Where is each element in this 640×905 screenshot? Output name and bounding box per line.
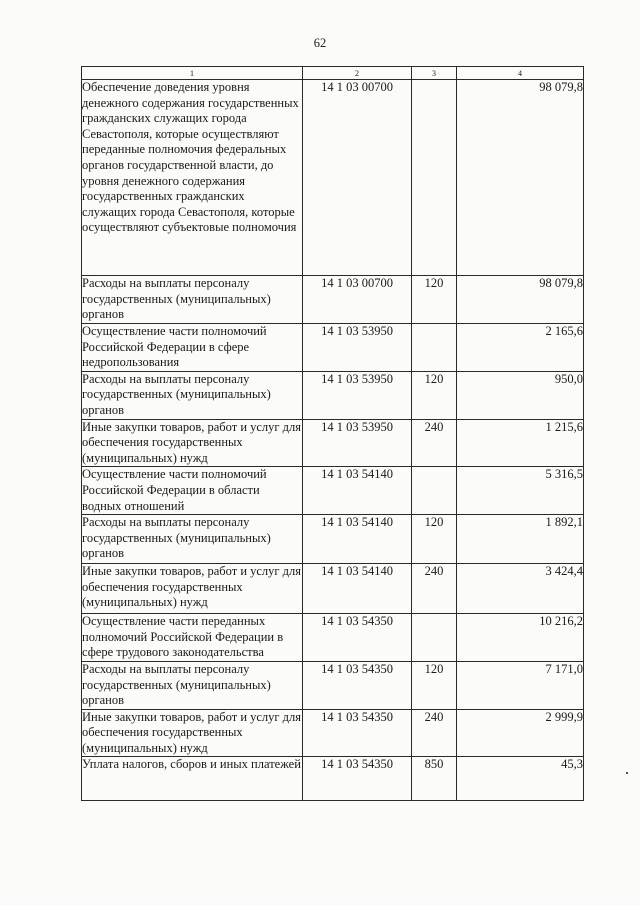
row-type-cell: 120 <box>412 371 457 419</box>
row-name-cell: Осуществление части полномочий Российской Федерации в сфере недропользования <box>82 324 303 372</box>
row-code-cell: 14 1 03 54350 <box>303 709 412 757</box>
row-type-cell <box>412 467 457 515</box>
row-type-cell <box>412 324 457 372</box>
row-type-cell <box>412 614 457 662</box>
header-col-3: 3 <box>412 67 457 80</box>
row-code-cell: 14 1 03 54350 <box>303 757 412 801</box>
table-row <box>82 80 584 276</box>
row-name-cell: Расходы на выплаты персоналу государственных (муниципальных) органов <box>82 515 303 564</box>
budget-table <box>81 66 584 801</box>
row-type-cell: 120 <box>412 276 457 324</box>
row-type-cell: 850 <box>412 757 457 801</box>
row-type-cell: 240 <box>412 419 457 467</box>
row-name-cell: Обеспечение доведения уровня денежного содержания государственных гражданских служащих города Севастополя, которые осуществляют переданные полномочия федеральных органов государственной власти, до уровня денежного содержания государственных гражданских служащих города Севастополя, которые осуществляют субъектовые полномочия <box>82 80 303 276</box>
row-name-cell: Осуществление части полномочий Российской Федерации в области водных отношений <box>82 467 303 515</box>
table-header-row <box>82 67 584 80</box>
table-row <box>82 276 584 324</box>
table-row <box>82 614 584 662</box>
table-row <box>82 515 584 564</box>
row-type-cell: 120 <box>412 515 457 564</box>
row-code-cell: 14 1 03 54140 <box>303 467 412 515</box>
header-col-4: 4 <box>457 67 584 80</box>
row-code-cell: 14 1 03 53950 <box>303 324 412 372</box>
page-number: 62 <box>313 36 327 50</box>
header-col-2: 2 <box>303 67 412 80</box>
row-code-cell: 14 1 03 54350 <box>303 614 412 662</box>
table-row <box>82 371 584 419</box>
header-col-1: 1 <box>82 67 303 80</box>
table-row <box>82 419 584 467</box>
scan-speck <box>626 772 628 774</box>
table-row <box>82 757 584 801</box>
row-code-cell: 14 1 03 53950 <box>303 419 412 467</box>
row-amount-cell: 5 316,5 <box>457 467 584 515</box>
table-row <box>82 564 584 614</box>
row-name-cell: Осуществление части переданных полномочий Российской Федерации в сфере трудового законодательства <box>82 614 303 662</box>
table-row <box>82 709 584 757</box>
row-amount-cell: 1 215,6 <box>457 419 584 467</box>
row-name-cell: Расходы на выплаты персоналу государственных (муниципальных) органов <box>82 276 303 324</box>
row-type-cell <box>412 80 457 276</box>
row-amount-cell: 10 216,2 <box>457 614 584 662</box>
row-name-cell: Иные закупки товаров, работ и услуг для обеспечения государственных (муниципальных) нужд <box>82 419 303 467</box>
row-type-cell: 120 <box>412 661 457 709</box>
row-code-cell: 14 1 03 54350 <box>303 661 412 709</box>
row-name-cell: Уплата налогов, сборов и иных платежей <box>82 757 303 801</box>
table-row <box>82 661 584 709</box>
row-amount-cell: 3 424,4 <box>457 564 584 614</box>
row-amount-cell: 2 999,9 <box>457 709 584 757</box>
row-amount-cell: 7 171,0 <box>457 661 584 709</box>
row-amount-cell: 98 079,8 <box>457 276 584 324</box>
row-amount-cell: 950,0 <box>457 371 584 419</box>
row-name-cell: Расходы на выплаты персоналу государственных (муниципальных) органов <box>82 661 303 709</box>
row-code-cell: 14 1 03 54140 <box>303 515 412 564</box>
row-amount-cell: 45,3 <box>457 757 584 801</box>
row-amount-cell: 98 079,8 <box>457 80 584 276</box>
row-name-cell: Иные закупки товаров, работ и услуг для обеспечения государственных (муниципальных) нужд <box>82 709 303 757</box>
table-row <box>82 467 584 515</box>
row-code-cell: 14 1 03 54140 <box>303 564 412 614</box>
row-type-cell: 240 <box>412 564 457 614</box>
row-amount-cell: 1 892,1 <box>457 515 584 564</box>
row-code-cell: 14 1 03 53950 <box>303 371 412 419</box>
row-code-cell: 14 1 03 00700 <box>303 276 412 324</box>
row-name-cell: Иные закупки товаров, работ и услуг для обеспечения государственных (муниципальных) нужд <box>82 564 303 614</box>
row-type-cell: 240 <box>412 709 457 757</box>
table-row <box>82 324 584 372</box>
row-amount-cell: 2 165,6 <box>457 324 584 372</box>
row-name-cell: Расходы на выплаты персоналу государственных (муниципальных) органов <box>82 371 303 419</box>
row-code-cell: 14 1 03 00700 <box>303 80 412 276</box>
